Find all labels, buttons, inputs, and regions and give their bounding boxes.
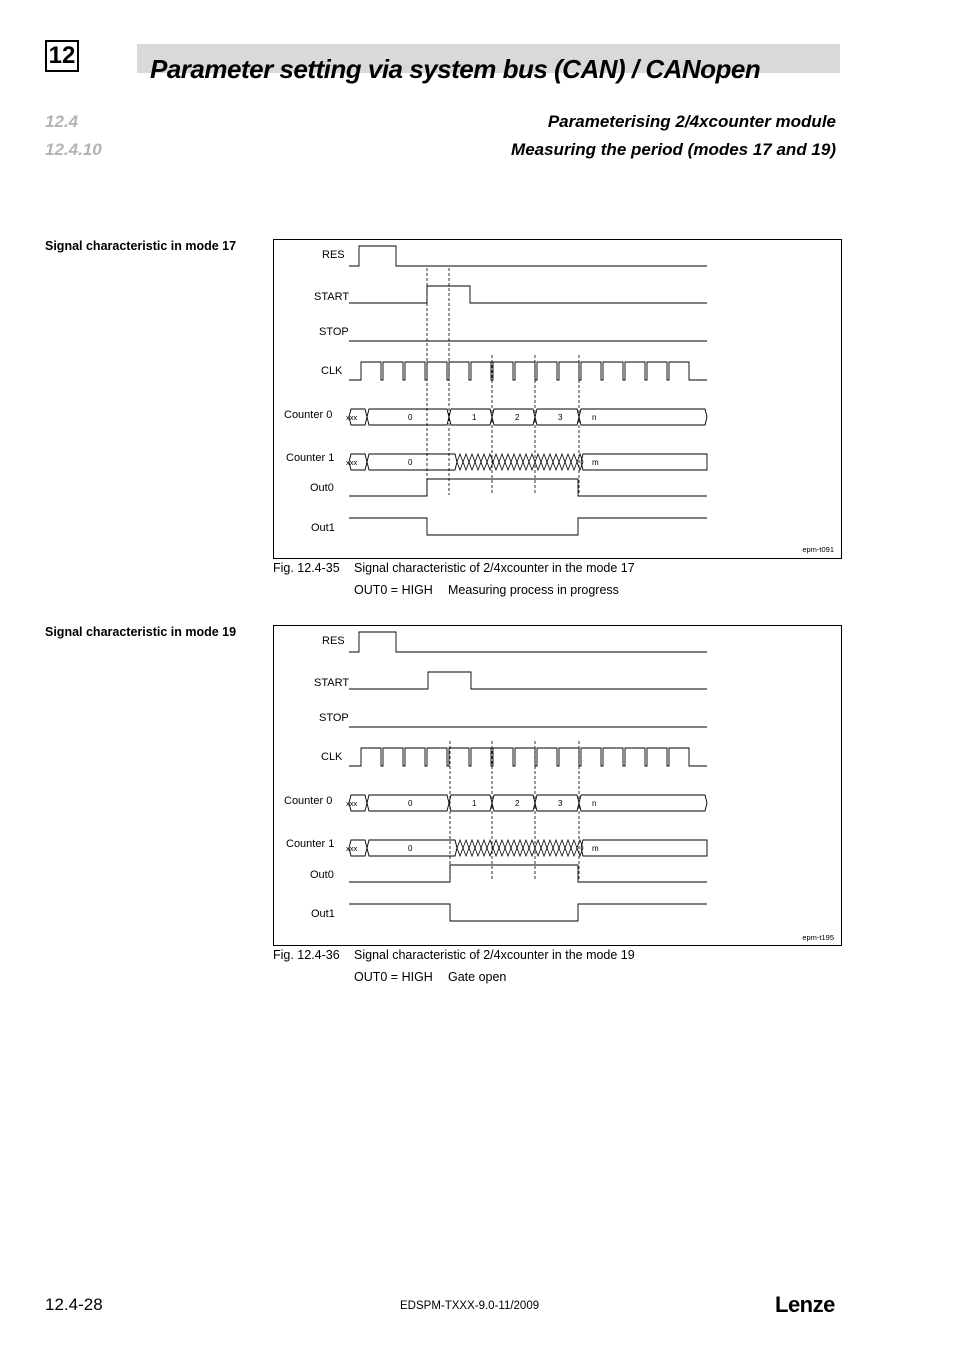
document-code: EDSPM-TXXX-9.0-11/2009 — [400, 1300, 540, 1312]
counter1-segment — [581, 840, 707, 856]
counter1-toggle — [457, 840, 463, 856]
counter1-toggle — [505, 454, 511, 470]
counter0-value: n — [592, 413, 597, 422]
counter1-toggle — [559, 840, 565, 856]
counter0-segment — [535, 795, 579, 811]
counter1-toggle — [511, 454, 517, 470]
counter1-toggle — [469, 840, 475, 856]
signal-label: STOP — [319, 326, 349, 339]
counter0-value: 1 — [472, 799, 477, 808]
counter1-toggle — [499, 840, 505, 856]
counter1-toggle — [475, 840, 481, 856]
counter1-segment — [581, 454, 707, 470]
figure-caption — [273, 948, 635, 962]
counter0-value: 1 — [472, 413, 477, 422]
counter1-toggle — [547, 454, 553, 470]
figure-note-key: OUT0 = HIGH — [354, 970, 433, 984]
page-title: Parameter setting via system bus (CAN) / CANopen — [150, 54, 761, 84]
signal-label: RES — [322, 249, 345, 262]
figure-number: Fig. 12.4-36 — [273, 948, 340, 962]
counter1-toggle — [559, 454, 565, 470]
counter1-toggle — [481, 454, 487, 470]
counter0-segment — [492, 795, 535, 811]
signal-label: RES — [322, 635, 345, 648]
counter0-segment — [535, 409, 579, 425]
start-signal — [349, 672, 707, 689]
counter1-toggle — [505, 840, 511, 856]
figure-number: Fig. 12.4-35 — [273, 561, 340, 575]
counter0-value: 0 — [408, 799, 413, 808]
signal-label: Out0 — [310, 869, 334, 882]
figure-note-key: OUT0 = HIGH — [354, 583, 433, 597]
counter0-value: xxx — [346, 413, 358, 422]
out0-signal — [349, 479, 707, 496]
figure-caption-text: Signal characteristic of 2/4xcounter in the mode 19 — [354, 948, 635, 962]
counter1-value: 0 — [408, 458, 413, 467]
counter1-toggle — [571, 840, 577, 856]
signal-label: Out1 — [311, 522, 335, 535]
counter1-toggle — [535, 454, 541, 470]
signal-label: Out0 — [310, 482, 334, 495]
section-number: 12.4 — [45, 112, 79, 131]
counter1-toggle — [499, 454, 505, 470]
counter1-toggle — [571, 454, 577, 470]
signal-label: START — [314, 291, 350, 304]
counter1-toggle — [463, 454, 469, 470]
counter1-toggle — [481, 840, 487, 856]
figure-note-value: Measuring process in progress — [448, 583, 619, 597]
figure-reference-id: epm-t195 — [802, 933, 834, 942]
signal-label: CLK — [321, 365, 343, 378]
figure-caption-text: Signal characteristic of 2/4xcounter in the mode 17 — [354, 561, 635, 575]
out1-signal — [349, 518, 707, 535]
signal-label: Counter 1 — [286, 452, 335, 465]
clk-signal — [349, 362, 707, 380]
counter1-toggle — [541, 840, 547, 856]
counter1-toggle — [535, 840, 541, 856]
figure-side-label: Signal characteristic in mode 17 — [45, 239, 237, 253]
counter1-toggle — [511, 840, 517, 856]
subsection-number: 12.4.10 — [45, 140, 102, 159]
counter0-segment — [449, 409, 492, 425]
counter1-value: 0 — [408, 844, 413, 853]
figure-reference-id: epm-t091 — [802, 545, 834, 554]
signal-label: START — [314, 677, 350, 690]
counter1-toggle — [553, 454, 559, 470]
counter1-toggle — [517, 840, 523, 856]
signal-label: CLK — [321, 751, 343, 764]
counter1-value: m — [592, 844, 599, 853]
out1-signal — [349, 904, 707, 921]
signal-label: Counter 0 — [284, 795, 333, 808]
section-title: Parameterising 2/4xcounter module — [547, 112, 836, 131]
figure-note — [354, 970, 506, 984]
counter1-toggle — [523, 454, 529, 470]
timing-diagram-mode-17 — [273, 239, 842, 559]
counter1-toggle — [475, 454, 481, 470]
counter0-value: 2 — [515, 413, 520, 422]
counter1-toggle — [523, 840, 529, 856]
figure-note — [354, 583, 619, 597]
counter1-toggle — [463, 840, 469, 856]
counter0-value: 3 — [558, 413, 563, 422]
chapter-number: 12 — [45, 40, 79, 72]
counter1-toggle — [469, 454, 475, 470]
counter0-segment — [579, 795, 707, 811]
start-signal — [349, 286, 707, 303]
clk-signal — [349, 748, 707, 766]
out0-signal — [349, 865, 707, 882]
figure-caption — [273, 561, 635, 575]
counter1-value: xxx — [346, 844, 358, 853]
page-number: 12.4-28 — [45, 1295, 103, 1314]
counter0-value: n — [592, 799, 597, 808]
counter0-value: 2 — [515, 799, 520, 808]
counter0-value: 3 — [558, 799, 563, 808]
signal-label: STOP — [319, 712, 349, 725]
signal-label: Counter 0 — [284, 409, 333, 422]
counter1-toggle — [541, 454, 547, 470]
signal-label: Out1 — [311, 908, 335, 921]
signal-label: Counter 1 — [286, 838, 335, 851]
counter1-toggle — [553, 840, 559, 856]
counter1-value: m — [592, 458, 599, 467]
timing-diagram-mode-19 — [273, 625, 842, 946]
counter1-toggle — [529, 840, 535, 856]
counter1-toggle — [565, 840, 571, 856]
figure-note-value: Gate open — [448, 970, 507, 984]
counter1-toggle — [565, 454, 571, 470]
subsection-title: Measuring the period (modes 17 and 19) — [511, 140, 836, 159]
counter0-segment — [492, 409, 535, 425]
counter0-segment — [579, 409, 707, 425]
counter1-toggle — [529, 454, 535, 470]
res-signal — [349, 246, 707, 266]
figure-side-label: Signal characteristic in mode 19 — [45, 625, 237, 639]
counter0-value: xxx — [346, 799, 358, 808]
counter1-toggle — [517, 454, 523, 470]
counter1-toggle — [493, 840, 499, 856]
counter1-toggle — [457, 454, 463, 470]
counter1-toggle — [493, 454, 499, 470]
brand-logo: Lenze — [775, 1292, 835, 1317]
counter1-value: xxx — [346, 458, 358, 467]
res-signal — [349, 632, 707, 652]
counter0-value: 0 — [408, 413, 413, 422]
counter1-toggle — [547, 840, 553, 856]
counter0-segment — [449, 795, 492, 811]
